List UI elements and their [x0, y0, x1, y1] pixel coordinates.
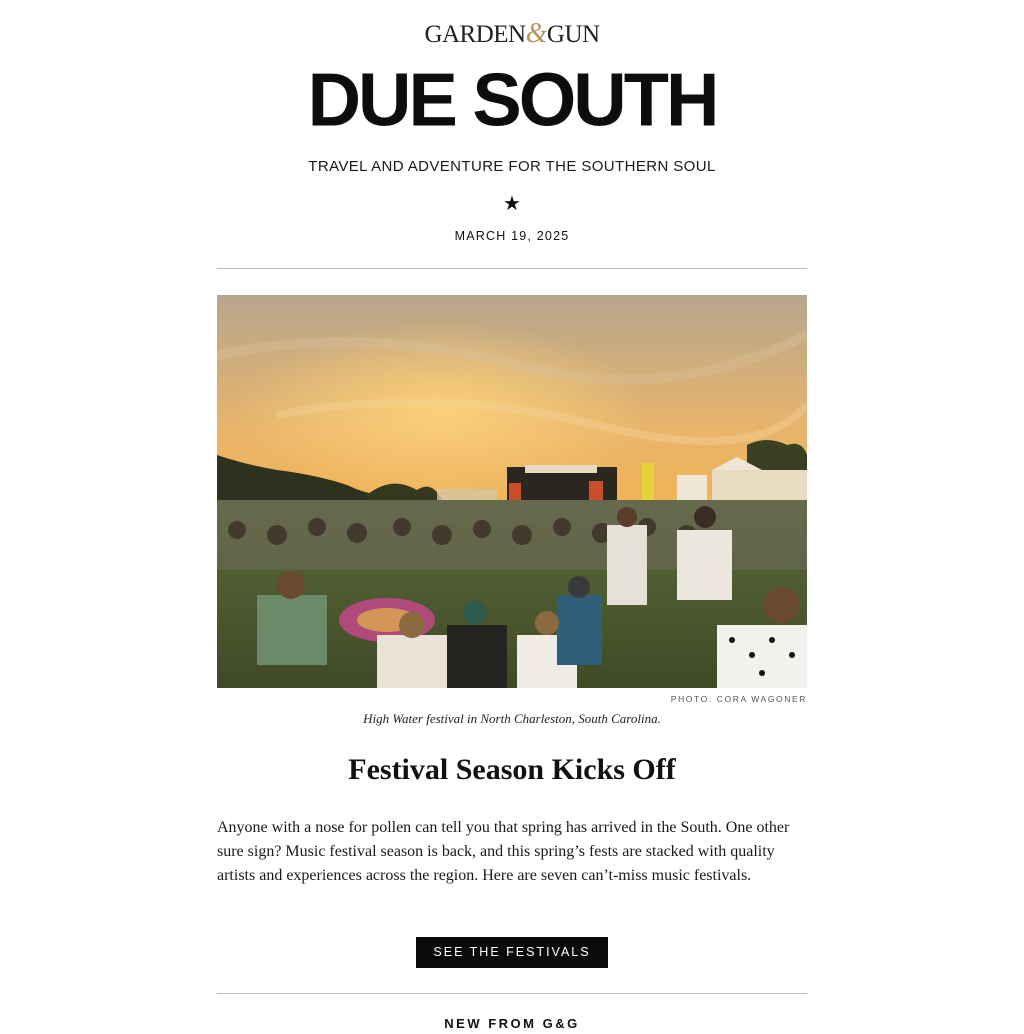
image-caption: High Water festival in North Charleston, South Carolina.	[363, 711, 661, 726]
brand-logo[interactable]	[0, 18, 1024, 51]
feature-body: Anyone with a nose for pollen can tell you that spring has arrived in the South. One other sure sign? Music festival season is back, and this spring’s fests are stacked with quality artists and experiences across the region. Here are seven can’t-miss music festivals.	[217, 819, 790, 884]
star-icon: ★	[503, 193, 521, 215]
divider	[217, 268, 807, 269]
hero-image[interactable]	[217, 295, 807, 688]
newsletter-masthead: DUE SOUTH	[307, 57, 717, 142]
newsletter-tagline: TRAVEL AND ADVENTURE FOR THE SOUTHERN SOUL	[308, 158, 716, 175]
logo-ampersand: &	[525, 18, 547, 49]
see-festivals-button[interactable]: SEE THE FESTIVALS	[416, 937, 608, 968]
divider	[217, 993, 807, 994]
feature-headline[interactable]: Festival Season Kicks Off	[348, 753, 676, 786]
issue-date: MARCH 19, 2025	[454, 229, 570, 243]
logo-text-right: GUN	[546, 21, 600, 48]
logo-text-left: GARDEN	[424, 21, 526, 48]
photo-credit: PHOTO: CORA WAGONER	[670, 694, 807, 704]
section-title: NEW FROM G&G	[444, 1016, 580, 1031]
